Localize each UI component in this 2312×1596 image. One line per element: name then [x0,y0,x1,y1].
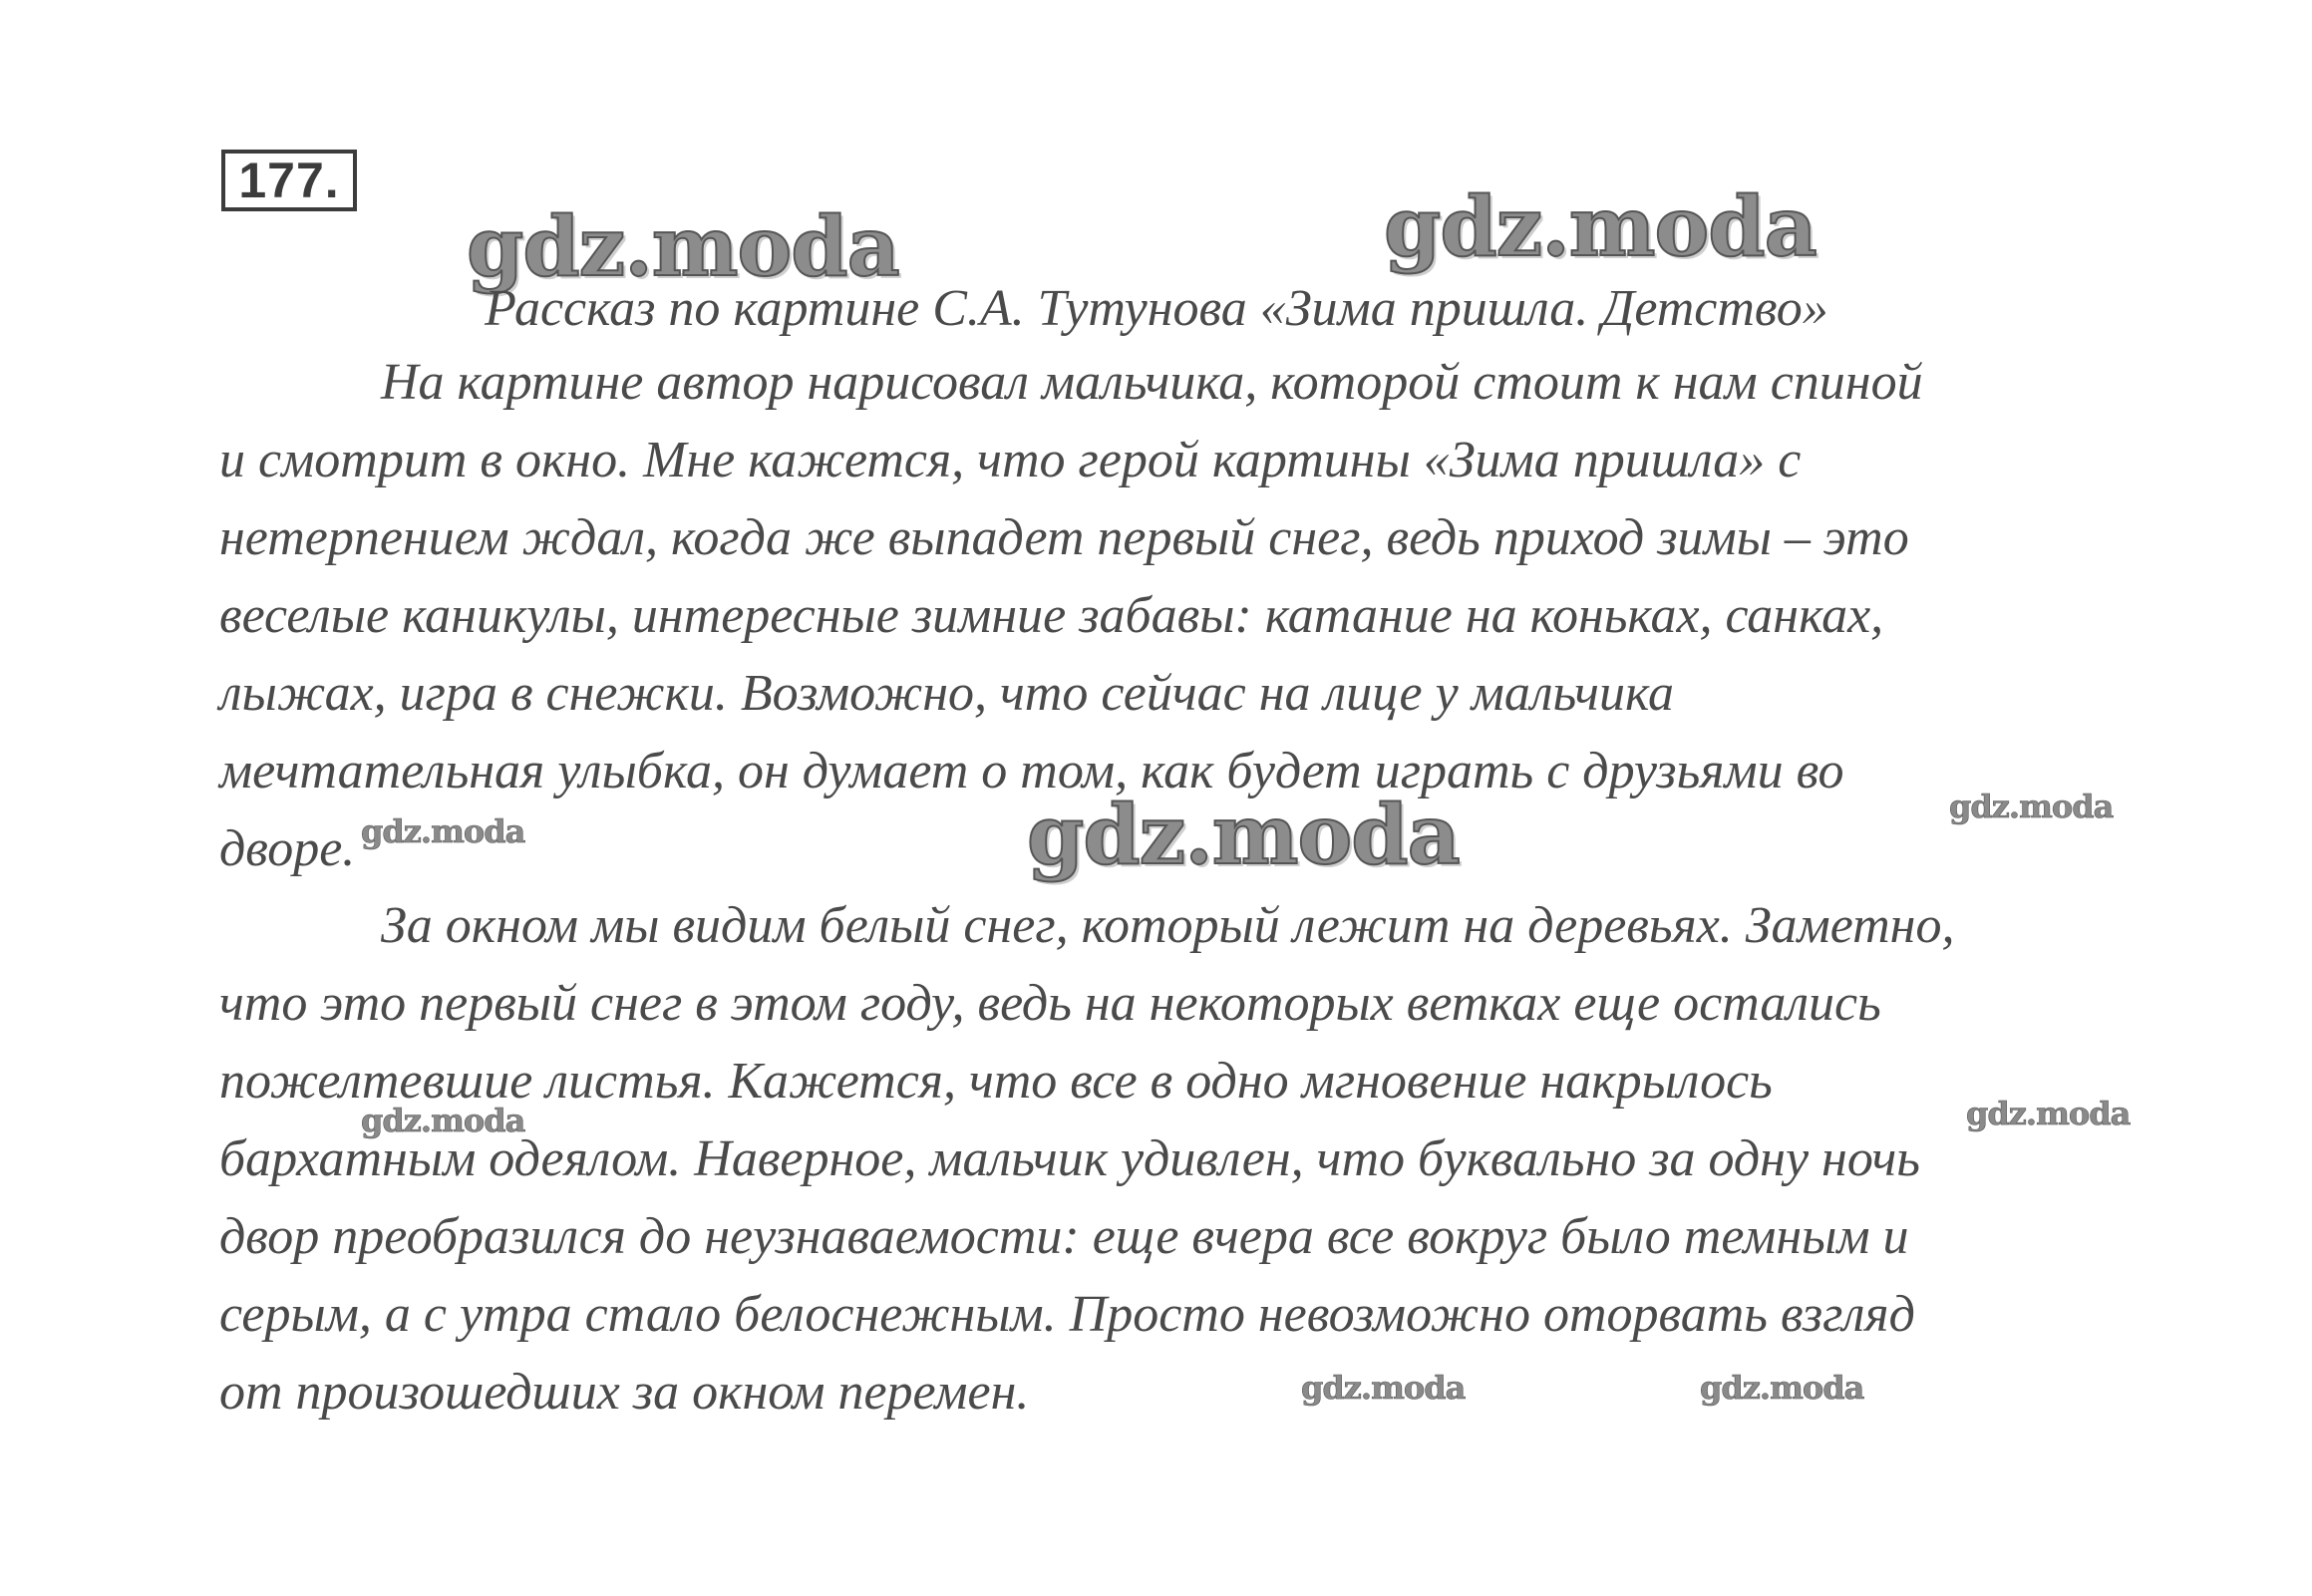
watermark-logo: gdz.moda [1949,788,2114,825]
watermark-logo: gdz.moda [1301,1369,1466,1407]
text-line: бархатным одеялом. Наверное, мальчик удивлен, что буквально за одну ночь [219,1130,1920,1187]
text-line: пожелтевшие листья. Кажется, что все в одно мгновение накрылось [219,1053,1773,1110]
text-line: мечтательная улыбка, он думает о том, как будет играть с друзьями во [219,743,1844,799]
text-line: от произошедших за окном перемен. [219,1364,1030,1421]
text-line: нетерпением ждал, когда же выпадет первый снег, ведь приход зимы – это [219,509,1909,566]
text-line: веселые каникулы, интересные зимние забавы: катание на коньках, санках, [219,587,1884,644]
text-line: дворе. [219,820,356,877]
watermark-logo: gdz.moda [1966,1095,2131,1132]
paragraph-1 [219,344,1923,888]
watermark-logo: gdz.moda [361,1102,525,1139]
story-title: Рассказ по картине С.А. Тутунова «Зима пришла. Детство» [485,280,1828,337]
watermark-logo: gdz.moda [1700,1369,1864,1407]
paragraph-2 [219,887,1954,1432]
watermark-logo: gdz.moda [467,199,899,295]
text-line: что это первый снег в этом году, ведь на некоторых ветках еще остались [219,975,1881,1032]
exercise-number-box: 177. [221,150,357,211]
watermark-logo: gdz.moda [361,812,525,850]
text-line: лыжах, игра в снежки. Возможно, что сейчас на лице у мальчика [219,665,1675,722]
text-line: За окном мы видим белый снег, который лежит на деревьях. Заметно, [381,897,1955,954]
text-line: На картине автор нарисовал мальчика, которой стоит к нам спиной [381,354,1923,411]
text-line: и смотрит в окно. Мне кажется, что герой картины «Зима пришла» с [219,432,1802,488]
watermark-logo: gdz.moda [1027,788,1460,883]
text-line: серым, а с утра стало белоснежным. Просто невозможно оторвать взгляд [219,1286,1915,1343]
text-line: двор преобразился до неузнаваемости: еще вчера все вокруг было темным и [219,1208,1909,1265]
watermark-logo: gdz.moda [1384,179,1817,275]
